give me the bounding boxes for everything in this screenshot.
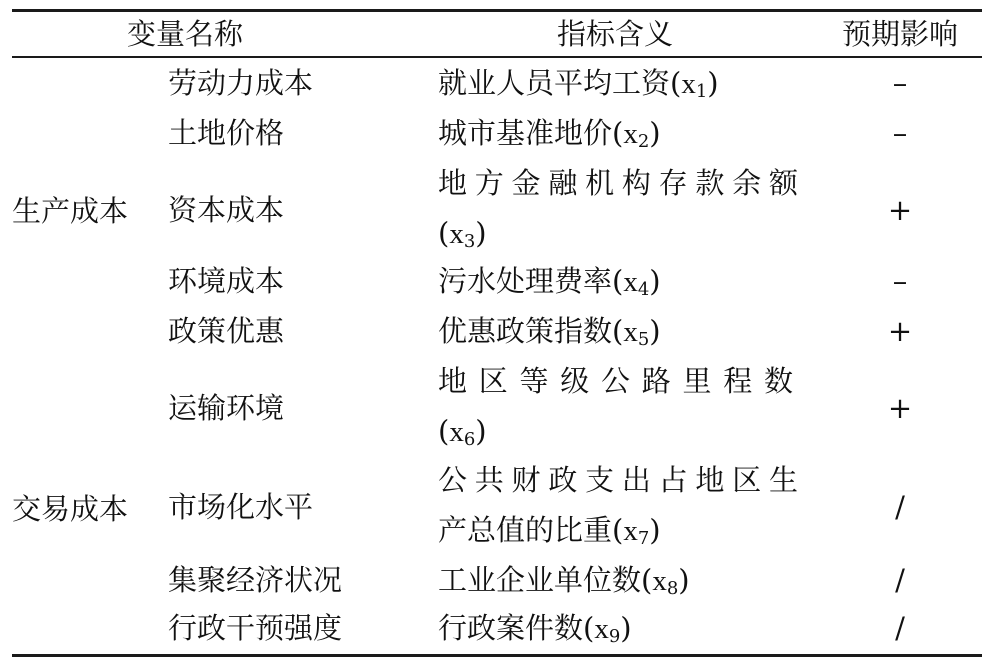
table-row-meaning: 就业人员平均工资$(x_1)$: [438, 66, 719, 102]
table-row-meaning: 污水处理费率$(x_4)$: [438, 264, 661, 300]
table-row-meaning: 优惠政策指数$(x_5)$: [438, 314, 661, 350]
table-row-variable: 资本成本: [168, 193, 285, 227]
table-row-effect: +: [887, 314, 913, 348]
table-row-variable: 劳动力成本: [168, 66, 314, 100]
table-row-variable: 土地价格: [168, 116, 285, 150]
table-row-effect: /: [895, 490, 905, 524]
header-variable-name: 变量名称: [126, 17, 243, 51]
table-row-variable: 市场化水平: [168, 490, 314, 524]
table-row-variable: 集聚经济状况: [168, 563, 343, 597]
header-indicator-meaning: 指标含义: [556, 17, 673, 51]
table-row-variable: 政策优惠: [168, 314, 285, 348]
table-row-effect: +: [887, 391, 913, 425]
table-row-meaning: 城市基准地价$(x_2)$: [438, 116, 661, 152]
table-row-variable: 环境成本: [168, 264, 285, 298]
header-expected-effect: 预期影响: [841, 17, 958, 51]
table-row-effect: +: [887, 193, 913, 227]
table-row-meaning: 公共财政支出占地区生 产总值的比重$(x_7)$: [438, 463, 798, 549]
table-row-effect: /: [895, 563, 905, 597]
table-bottom-rule: [12, 654, 982, 657]
table-row-meaning: 地区等级公路里程数 $(x_6)$: [438, 364, 793, 450]
table-row-variable: 运输环境: [168, 391, 285, 425]
group-label-production-cost: 生产成本: [12, 194, 129, 228]
table-row-effect: –: [892, 264, 908, 298]
table-row-effect: /: [895, 611, 905, 645]
group-label-transaction-cost: 交易成本: [12, 492, 129, 526]
table-row-variable: 行政干预强度: [168, 611, 343, 645]
table-row-effect: –: [892, 66, 908, 100]
table-row-effect: –: [892, 116, 908, 150]
table-row-meaning: 工业企业单位数$(x_8)$: [438, 563, 690, 599]
table-row-meaning: 地方金融机构存款余额 $(x_3)$: [438, 166, 798, 252]
table-row-meaning: 行政案件数$(x_9)$: [438, 611, 632, 647]
